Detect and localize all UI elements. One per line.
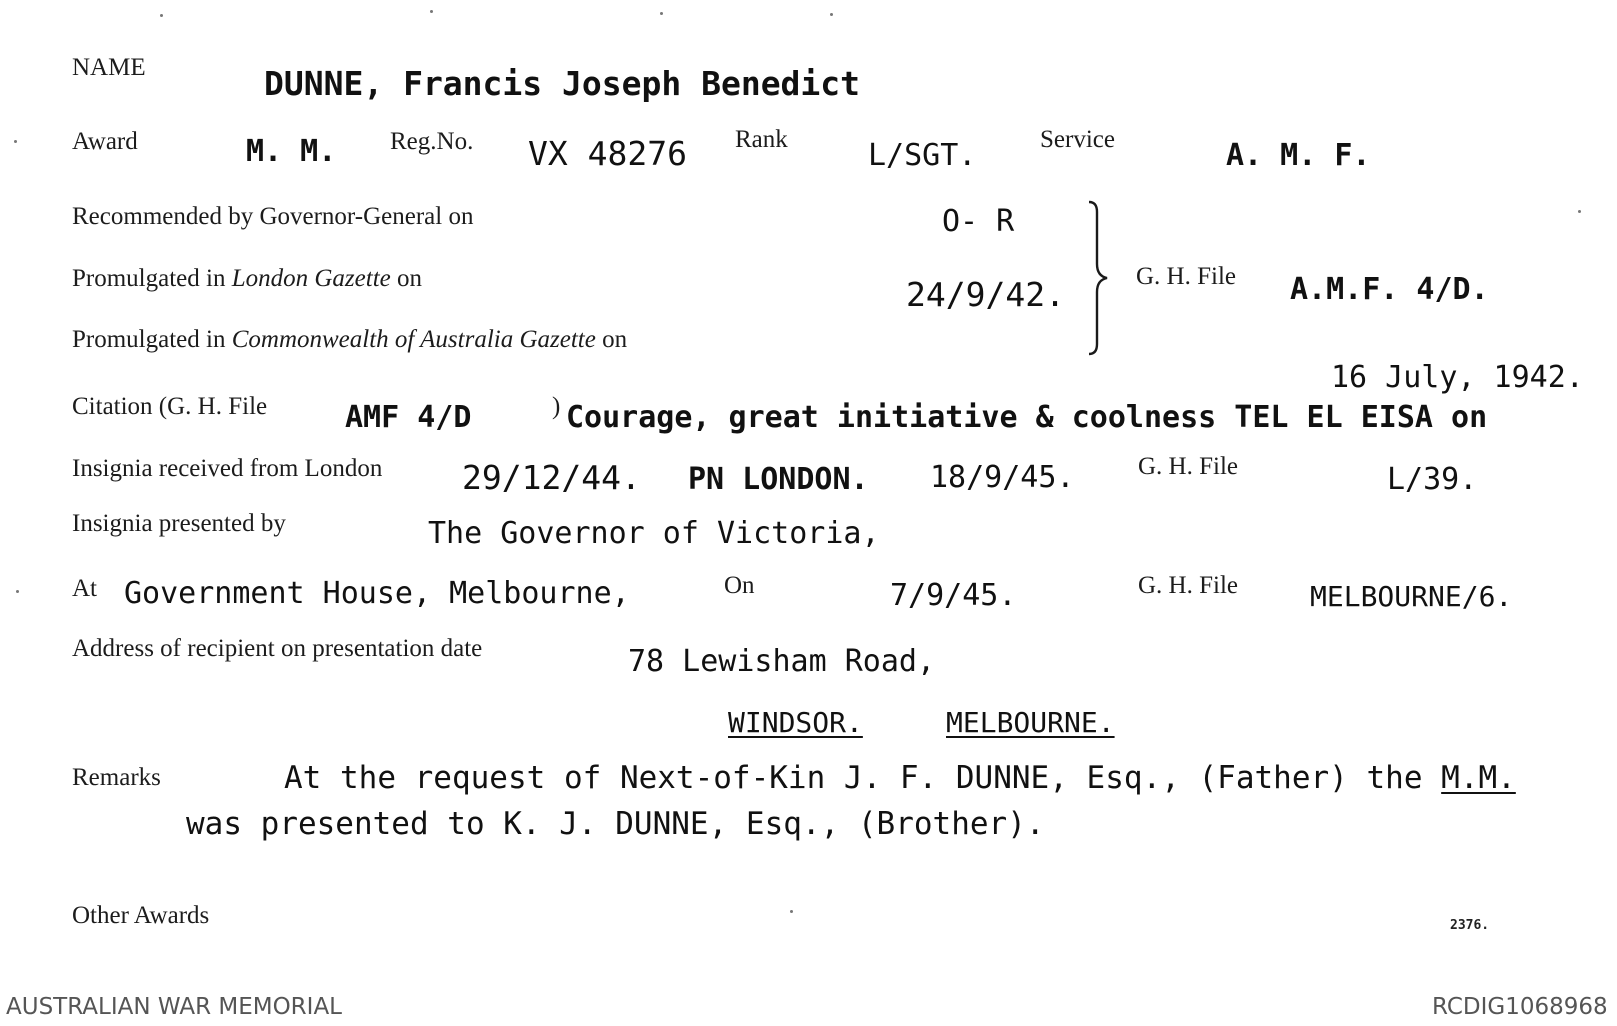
gh-file-value-1: A.M.F. 4/D. (1290, 272, 1489, 307)
citation-date: 16 July, 1942. (1331, 360, 1584, 395)
reg-no-value: VX 48276 (528, 134, 687, 173)
at-place-value: Government House, Melbourne, (124, 576, 630, 611)
remarks-line-1 (284, 760, 1516, 796)
address-suburb: WINDSOR. (728, 706, 863, 739)
insignia-presented-label: Insignia presented by (72, 510, 286, 537)
presented-by-value: The Governor of Victoria, (428, 516, 880, 551)
promulgated-commonwealth-suffix: on (602, 326, 628, 353)
london-gazette-title: London Gazette (231, 265, 391, 292)
scan-speck (14, 140, 17, 143)
scan-speck (790, 910, 793, 913)
rank-label: Rank (735, 126, 788, 153)
archive-footer-left: AUSTRALIAN WAR MEMORIAL (6, 994, 342, 1020)
recommended-value: O- R (942, 204, 1015, 239)
scan-speck (660, 12, 663, 15)
promulgated-london-prefix: Promulgated in (72, 265, 226, 292)
recommended-label: Recommended by Governor-General on (72, 203, 474, 230)
gh-file-value-2: L/39. (1387, 462, 1478, 497)
other-awards-label: Other Awards (72, 902, 210, 929)
archive-footer-right: RCDIG1068968 (1432, 994, 1608, 1020)
gh-file-label-1: G. H. File (1136, 263, 1236, 290)
scan-speck (160, 14, 163, 17)
promulgated-commonwealth-label (72, 326, 627, 354)
award-label: Award (72, 128, 138, 155)
rank-value: L/SGT. (868, 138, 977, 173)
service-value: A. M. F. (1226, 138, 1371, 173)
citation-text: Courage, great initiative & coolness TEL EL EISA on (566, 400, 1488, 435)
gh-file-label-2: G. H. File (1138, 453, 1238, 480)
remarks-award-underlined: M.M. (1441, 760, 1516, 796)
commonwealth-gazette-title: Commonwealth of Australia Gazette (231, 326, 596, 353)
promulgated-london-suffix: on (397, 265, 422, 292)
gh-file-label-3: G. H. File (1138, 572, 1238, 599)
name-label: NAME (72, 54, 146, 81)
address-city: MELBOURNE. (946, 706, 1115, 739)
award-value: M. M. (246, 134, 337, 169)
citation-file: AMF 4/D (345, 400, 472, 435)
citation-label: Citation (G. H. File (72, 393, 268, 420)
received-date: 29/12/44. (462, 458, 641, 497)
curly-brace-icon (1085, 198, 1115, 358)
citation-close-paren: ) (552, 393, 561, 420)
service-label: Service (1040, 126, 1115, 153)
gh-file-value-3: MELBOURNE/6. (1310, 580, 1513, 613)
scan-speck (430, 10, 433, 13)
remarks-line-2: was presented to K. J. DUNNE, Esq., (Brother). (186, 806, 1045, 842)
at-label: At (72, 575, 97, 602)
scan-speck (16, 590, 19, 593)
london-gazette-date: 24/9/42. (906, 275, 1065, 314)
received-date-2: 18/9/45. (930, 460, 1075, 495)
on-date-value: 7/9/45. (890, 578, 1017, 613)
scan-speck (830, 13, 833, 16)
recipient-name: DUNNE, Francis Joseph Benedict (264, 64, 861, 103)
remarks-label: Remarks (72, 764, 161, 791)
card-number: 2376. (1450, 918, 1490, 933)
insignia-received-label: Insignia received from London (72, 455, 383, 482)
promulgated-london-label (72, 265, 422, 293)
remarks-line-1-text: At the request of Next-of-Kin J. F. DUNNE, Esq., (Father) the (284, 760, 1423, 796)
promulgated-commonwealth-prefix: Promulgated in (72, 326, 226, 353)
address-line-1: 78 Lewisham Road, (628, 644, 936, 679)
scan-speck (1578, 210, 1581, 213)
on-label: On (724, 572, 755, 599)
received-pn: PN LONDON. (688, 462, 869, 497)
address-label: Address of recipient on presentation date (72, 635, 483, 662)
reg-no-label: Reg.No. (390, 128, 474, 155)
